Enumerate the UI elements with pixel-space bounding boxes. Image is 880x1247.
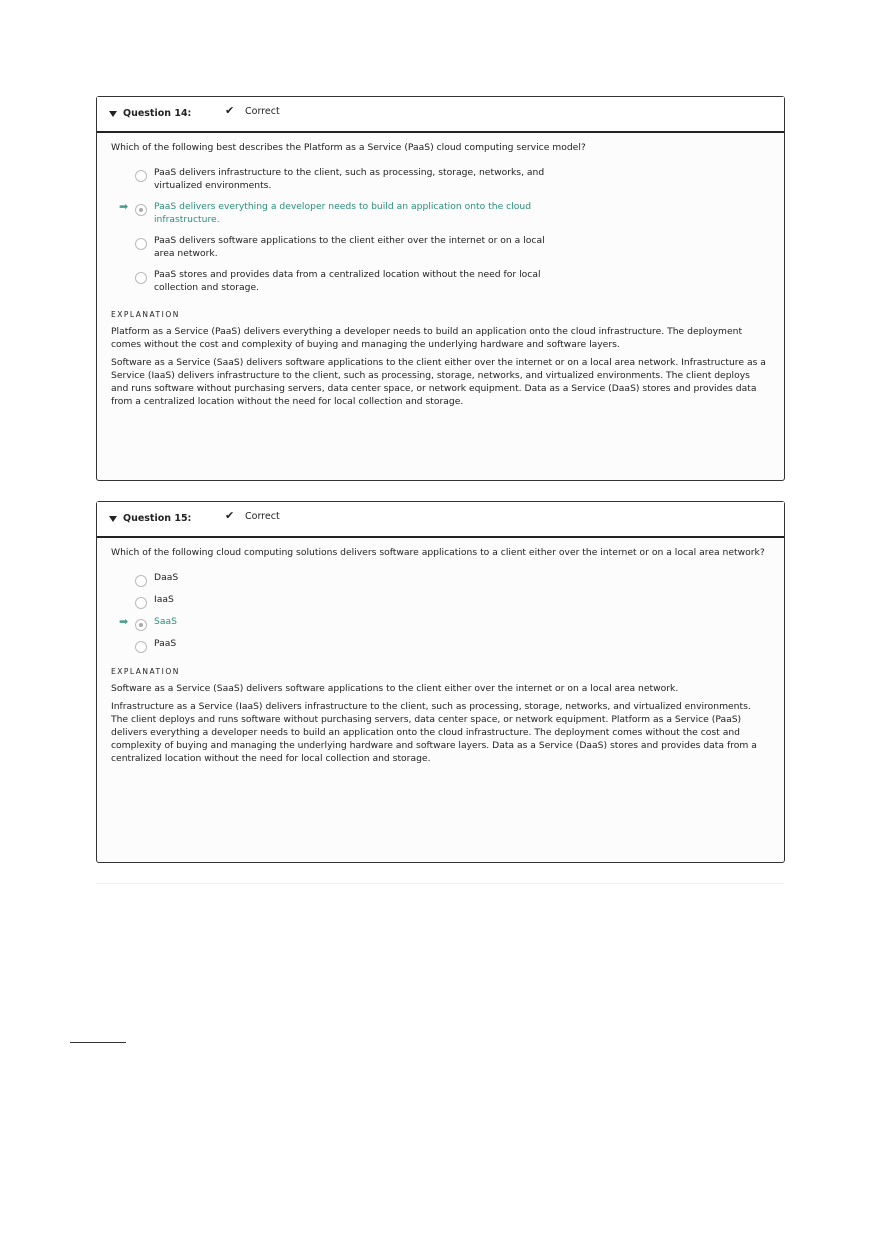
radio-button[interactable] (135, 272, 147, 284)
answer-option[interactable] (111, 637, 770, 651)
status-label: Correct (245, 106, 280, 117)
question-text: Which of the following best describes the Platform as a Service (PaaS) cloud computing service model? (111, 142, 586, 153)
answer-option[interactable] (111, 268, 556, 294)
radio-button[interactable] (135, 204, 147, 216)
arrow-right-icon: ➡ (119, 615, 129, 628)
caret-down-icon[interactable] (109, 516, 117, 522)
option-text: PaaS stores and provides data from a centralized location without the need for local collection and storage. (154, 269, 541, 293)
option-text: PaaS delivers software applications to the client either over the internet or on a local area network. (154, 235, 545, 259)
question-header[interactable] (97, 502, 784, 538)
explanation-label: EXPLANATION (111, 310, 180, 319)
option-text: PaaS (154, 638, 177, 649)
status-label: Correct (245, 511, 280, 522)
radio-button[interactable] (135, 170, 147, 182)
checkmark-icon: ✔ (225, 509, 235, 522)
answer-option[interactable] (111, 571, 770, 585)
answer-option[interactable] (111, 234, 556, 260)
question-text: Which of the following cloud computing solutions delivers software applications to a client either over the internet or on a local area network? (111, 547, 765, 558)
caret-down-icon[interactable] (109, 111, 117, 117)
option-text: SaaS (154, 616, 177, 627)
radio-button[interactable] (135, 575, 147, 587)
explanation-paragraph: Platform as a Service (PaaS) delivers everything a developer needs to build an application onto the cloud infrastructure. The deployment comes without the cost and complexity of buying and managing the underlying hardware and software layers. (111, 326, 743, 350)
answer-option[interactable] (111, 615, 770, 629)
options-list (111, 166, 556, 294)
answer-option[interactable] (111, 166, 556, 192)
answer-option[interactable] (111, 593, 770, 607)
explanation-paragraph: Software as a Service (SaaS) delivers software applications to the client either over the internet or on a local area network. (111, 683, 679, 694)
radio-button[interactable] (135, 238, 147, 250)
option-text: IaaS (154, 594, 174, 605)
question-number: Question 15: (123, 513, 192, 524)
question-card (96, 501, 785, 863)
answer-option[interactable] (111, 200, 556, 226)
question-header[interactable] (97, 97, 784, 133)
option-text: PaaS delivers infrastructure to the client, such as processing, storage, networks, and virtualized environments. (154, 167, 545, 191)
divider (96, 883, 784, 884)
radio-button[interactable] (135, 641, 147, 653)
option-text: PaaS delivers everything a developer needs to build an application onto the cloud infrastructure. (154, 201, 532, 225)
footnote-rule (70, 1042, 126, 1043)
options-list (111, 571, 770, 651)
radio-button[interactable] (135, 619, 147, 631)
checkmark-icon: ✔ (225, 104, 235, 117)
explanation-label: EXPLANATION (111, 667, 180, 676)
question-number: Question 14: (123, 108, 192, 119)
arrow-right-icon: ➡ (119, 200, 129, 213)
explanation-paragraph: Infrastructure as a Service (IaaS) delivers infrastructure to the client, such as processing, storage, networks, and virtualized environments. The client deploys and runs software without purchasing servers, data center space, or network equipment. Platform as a Service (PaaS) delivers everything a developer needs to build an application onto the cloud infrastructure. The deployment comes without the cost and complexity of buying and managing the underlying hardware and software layers. Data as a Service (DaaS) stores and provides data from a centralized location without the need for local collection and storage. (111, 701, 757, 764)
explanation-paragraph: Software as a Service (SaaS) delivers software applications to the client either over the internet or on a local area network. Infrastructure as a Service (IaaS) delivers infrastructure to the client, such as processing, storage, networks, and virtualized environments. The client deploys and runs software without purchasing servers, data center space, or network equipment. Data as a Service (DaaS) stores and provides data from a centralized location without the need for local collection and storage. (111, 357, 766, 407)
radio-button[interactable] (135, 597, 147, 609)
question-card (96, 96, 785, 481)
option-text: DaaS (154, 572, 179, 583)
